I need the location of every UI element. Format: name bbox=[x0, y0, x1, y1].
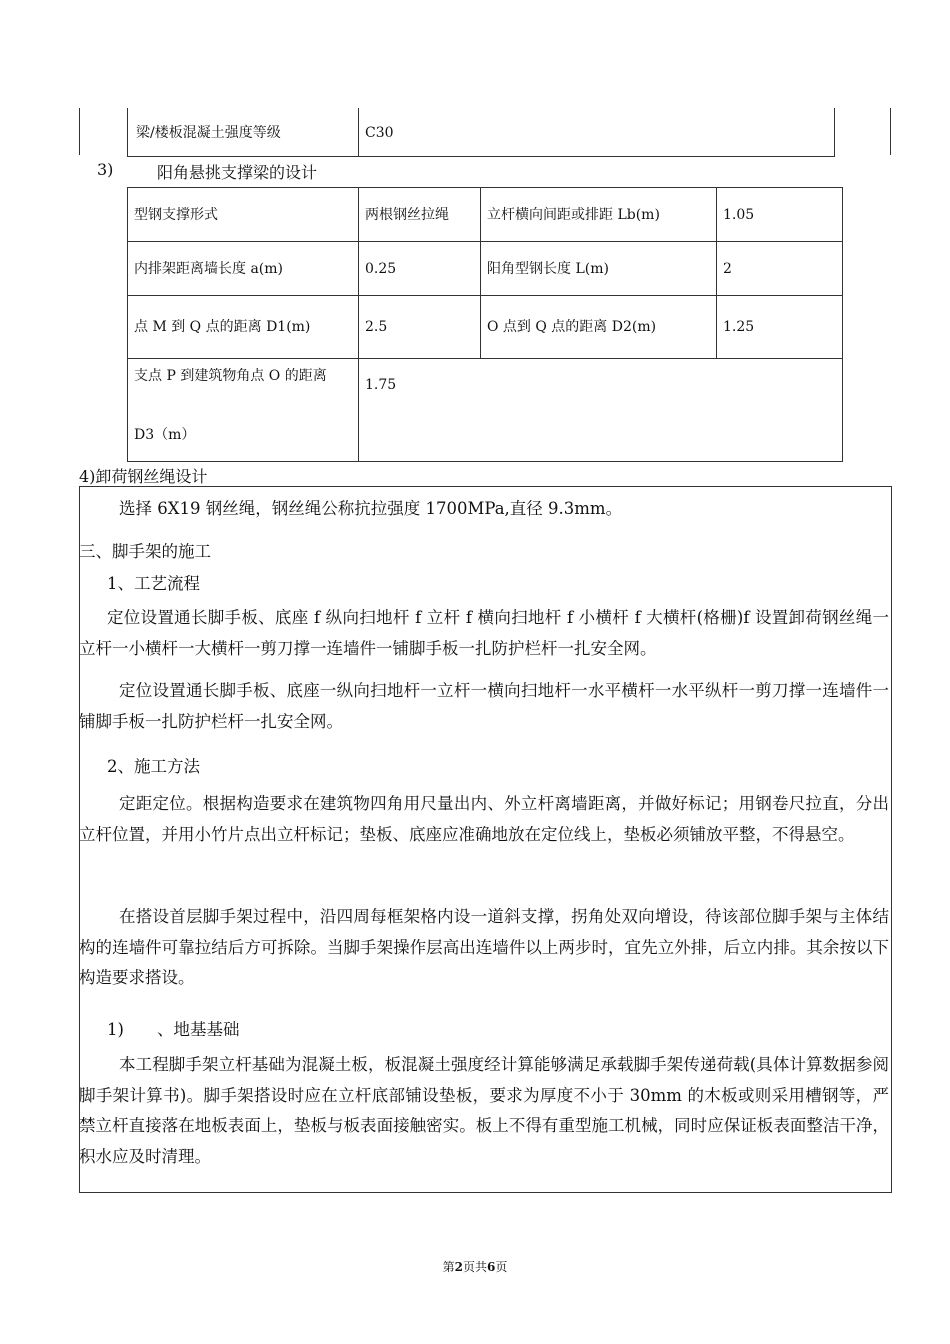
heading-construction: 三、脚手架的施工 bbox=[79, 542, 211, 561]
cell-d1-value: 2.5 bbox=[365, 319, 388, 335]
cell-d2-label: O 点到 Q 点的距离 D2(m) bbox=[487, 319, 657, 335]
cell-support-type-value: 两根钢丝拉绳 bbox=[365, 207, 449, 223]
cell-steel-length-label: 阳角型钢长度 L(m) bbox=[487, 261, 609, 277]
border bbox=[79, 486, 891, 487]
label-concrete-grade: 梁/楼板混凝土强度等级 bbox=[136, 125, 281, 141]
border bbox=[358, 187, 359, 462]
current-page-number: 2 bbox=[454, 1260, 463, 1274]
cell-d3-value: 1.75 bbox=[365, 377, 397, 393]
border bbox=[480, 187, 481, 359]
border bbox=[79, 1192, 892, 1193]
border bbox=[890, 108, 891, 155]
cell-d1-label: 点 M 到 Q 点的距离 D1(m) bbox=[134, 319, 311, 335]
footer-prefix: 第 bbox=[442, 1260, 455, 1274]
heading-process: 1、工艺流程 bbox=[107, 574, 200, 593]
cell-support-type-label: 型钢支撑形式 bbox=[134, 207, 218, 223]
heading-foundation-number: 1) bbox=[107, 1020, 124, 1039]
paragraph-process-1: 定位设置通长脚手板、底座 f 纵向扫地杆 f 立杆 f 横向扫地杆 f 小横杆 f 大横杆(格栅)f 设置卸荷钢丝绳一立杆一小横杆一大横杆一剪刀撑一连墙件一铺脚手板一扎防护栏杆一扎安全网。 bbox=[79, 608, 889, 658]
total-page-number: 6 bbox=[487, 1260, 496, 1274]
border bbox=[891, 486, 892, 1192]
paragraph-foundation: 本工程脚手架立杆基础为混凝土板，板混凝土强度经计算能够满足承载脚手架传递荷载(具体计算数据参阅脚手架计算书)。脚手架搭设时应在立杆底部铺设垫板，要求为厚度不小于 30mm 的木板或则采用槽钢等，严禁立杆直接落在地板表面上，垫板与板表面接触密实。板上不得有重型施工机械，同时应保证板表面整洁干净，积水应及时清理。 bbox=[79, 1055, 889, 1166]
border bbox=[834, 108, 835, 156]
border bbox=[716, 187, 717, 359]
border bbox=[127, 108, 128, 156]
section-title: 4)卸荷钢丝绳设计 bbox=[79, 467, 208, 486]
cell-wall-distance-label: 内排架距离墙长度 a(m) bbox=[134, 261, 283, 277]
footer-middle: 页共 bbox=[462, 1260, 487, 1274]
section-number: 3) bbox=[97, 160, 114, 179]
heading-method: 2、施工方法 bbox=[107, 757, 200, 776]
paragraph-process-2: 定位设置通长脚手板、底座一纵向扫地杆一立杆一横向扫地杆一水平横杆一水平纵杆一剪刀撑一连墙件一铺脚手板一扎防护栏杆一扎安全网。 bbox=[79, 681, 889, 731]
border bbox=[127, 187, 128, 462]
cell-spacing-value: 1.05 bbox=[723, 207, 755, 223]
value-concrete-grade: C30 bbox=[365, 125, 394, 141]
border bbox=[127, 295, 843, 296]
border bbox=[127, 241, 843, 242]
border bbox=[358, 108, 359, 156]
paragraph-method-2: 在搭设首层脚手架过程中，沿四周每框架格内设一道斜支撑，拐角处双向增设，待该部位脚手架与主体结构的连墙件可靠拉结后方可拆除。当脚手架操作层高出连墙件以上两步时，宜先立外排，后立内排。其余按以下构造要求搭设。 bbox=[79, 907, 889, 987]
paragraph-method-1: 定距定位。根据构造要求在建筑物四角用尺量出内、外立杆离墙距离，并做好标记；用钢卷尺拉直，分出立杆位置，并用小竹片点出立杆标记；垫板、底座应准确地放在定位线上，垫板必须铺放平整，不得悬空。 bbox=[79, 794, 889, 844]
cell-steel-length-value: 2 bbox=[723, 261, 732, 277]
footer-suffix: 页 bbox=[495, 1260, 508, 1274]
border bbox=[79, 108, 80, 155]
cell-d2-value: 1.25 bbox=[723, 319, 755, 335]
border bbox=[842, 187, 843, 462]
cell-d3-label: 支点 P 到建筑物角点 O 的距离 bbox=[134, 368, 327, 384]
page-footer bbox=[0, 1258, 950, 1275]
heading-foundation: 、地基基础 bbox=[157, 1020, 240, 1039]
paragraph-wire-rope: 选择 6X19 钢丝绳，钢丝绳公称抗拉强度 1700MPa,直径 9.3mm。 bbox=[119, 499, 623, 518]
cell-spacing-label: 立杆横向间距或排距 Lb(m) bbox=[487, 207, 660, 223]
cell-d3-unit: D3（m） bbox=[134, 427, 196, 443]
border bbox=[127, 461, 843, 462]
cell-wall-distance-value: 0.25 bbox=[365, 261, 397, 277]
border bbox=[127, 358, 843, 359]
border bbox=[127, 187, 843, 188]
border bbox=[127, 156, 835, 157]
section-title: 阳角悬挑支撑梁的设计 bbox=[157, 163, 318, 182]
